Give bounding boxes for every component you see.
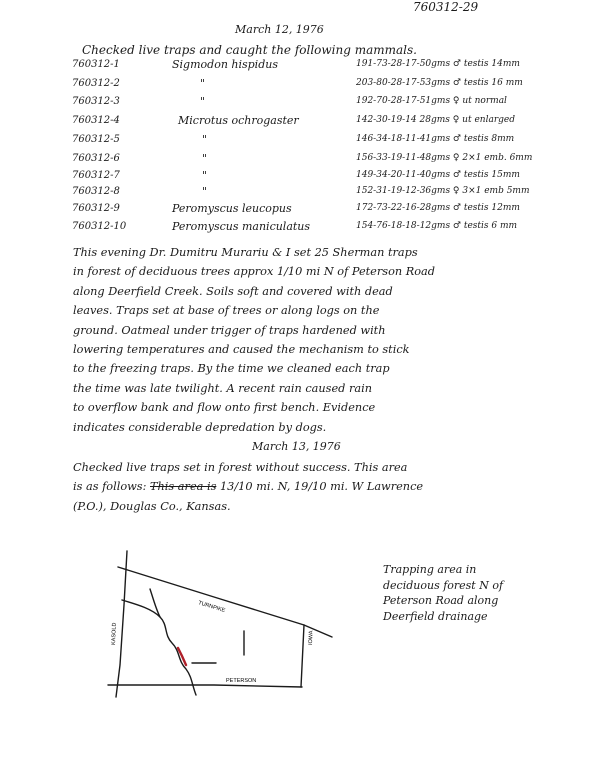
- catalog-number: 760312-5: [72, 134, 120, 145]
- catalog-number: 760312-4: [72, 115, 120, 126]
- peterson-label: PETERSON: [226, 678, 257, 684]
- field-notes-paragraph: [73, 243, 513, 437]
- map-caption: [383, 562, 503, 624]
- entry-date: March 12, 1976: [235, 23, 324, 36]
- caption-line: Deerfield drainage: [383, 609, 488, 623]
- catalog-number: 760312-8: [72, 186, 120, 197]
- peterson-road: [108, 685, 302, 687]
- species-name: Peromyscus maniculatus: [172, 220, 311, 233]
- specimen-row: [72, 115, 592, 131]
- paragraph-line: to overflow bank and flow onto first bench. Evidence: [73, 401, 376, 415]
- catalog-number: 760312-9: [72, 203, 120, 214]
- catalog-number: 760312-3: [72, 96, 120, 107]
- specimen-row: [72, 203, 592, 219]
- specimen-row: [72, 134, 592, 150]
- line-start: is as follows:: [73, 480, 150, 494]
- measurements: 142-30-19-14 28gms ♀ ut enlarged: [356, 115, 515, 125]
- trapping-area-map: [94, 545, 344, 715]
- catalog-number: 760312-10: [72, 221, 127, 232]
- measurements: 191-73-28-17-50gms ♂ testis 14mm: [356, 59, 520, 69]
- specimen-row: [72, 59, 592, 75]
- turnpike-label: TURNPIKE: [197, 600, 226, 615]
- species-name: ": [202, 133, 208, 146]
- measurements: 156-33-19-11-48gms ♀ 2×1 emb. 6mm: [356, 153, 533, 163]
- measurements: 149-34-20-11-40gms ♂ testis 15mm: [356, 170, 520, 180]
- measurements: 192-70-28-17-51gms ♀ ut normal: [356, 96, 507, 106]
- species-name: Sigmodon hispidus: [172, 58, 278, 71]
- entry-date-2: March 13, 1976: [252, 440, 341, 453]
- paragraph-line: to the freezing traps. By the time we cleaned each trap: [73, 362, 390, 376]
- species-name: ": [200, 95, 206, 108]
- paragraph-line: This evening Dr. Dumitru Murariu & I set 25 Sherman traps: [73, 246, 418, 259]
- species-name: ": [202, 169, 208, 182]
- caption-line: deciduous forest N of: [383, 578, 504, 592]
- iowa-road: [301, 625, 304, 687]
- measurements: 172-73-22-16-28gms ♂ testis 12mm: [356, 203, 520, 213]
- paragraph-line: the time was late twilight. A recent rain caused rain: [73, 381, 373, 395]
- paragraph-line: along Deerfield Creek. Soils soft and covered with dead: [73, 284, 393, 298]
- species-name: ": [202, 152, 208, 165]
- species-name: Peromyscus leucopus: [172, 202, 292, 215]
- specimen-row: [72, 78, 592, 94]
- entry-intro: Checked live traps and caught the following mammals.: [82, 43, 417, 57]
- locality-paragraph: [73, 458, 513, 516]
- paragraph-line: Checked live traps set in forest without success. This area: [73, 461, 408, 474]
- measurements: 146-34-18-11-41gms ♂ testis 8mm: [356, 134, 515, 144]
- measurements: 203-80-28-17-53gms ♂ testis 16 mm: [356, 78, 523, 88]
- line-end: 13/10 mi. N, 19/10 mi. W Lawrence: [216, 480, 424, 494]
- specimen-row: [72, 170, 592, 186]
- specimen-row: [72, 186, 592, 202]
- paragraph-line: indicates considerable depredation by dogs.: [73, 420, 327, 434]
- catalog-number: 760312-1: [72, 59, 120, 70]
- species-name: ": [202, 185, 208, 198]
- specimen-row: [72, 96, 592, 112]
- kasold-label: KASOLD: [111, 622, 118, 646]
- page-number: 760312-29: [413, 0, 479, 14]
- struck-text: This area is: [150, 480, 217, 494]
- caption-line: Trapping area in: [383, 563, 477, 576]
- catalog-number: 760312-2: [72, 78, 120, 89]
- catalog-number: 760312-7: [72, 170, 120, 181]
- paragraph-line: leaves. Traps set at base of trees or along logs on the: [73, 304, 380, 318]
- species-name: ": [200, 77, 206, 90]
- iowa-label: IOWA: [308, 630, 315, 646]
- specimen-row: [72, 153, 592, 169]
- paragraph-line: lowering temperatures and caused the mechanism to stick: [73, 343, 410, 357]
- measurements: 154-76-18-18-12gms ♂ testis 6 mm: [356, 221, 518, 231]
- species-name: Microtus ochrogaster: [178, 114, 299, 127]
- turnpike-road: [118, 567, 332, 637]
- paragraph-line: ground. Oatmeal under trigger of traps hardened with: [73, 323, 386, 337]
- caption-line: Peterson Road along: [383, 594, 499, 607]
- paragraph-line: in forest of deciduous trees approx 1/10 mi N of Peterson Road: [73, 265, 436, 279]
- measurements: 152-31-19-12-36gms ♀ 3×1 emb 5mm: [356, 186, 530, 196]
- catalog-number: 760312-6: [72, 153, 120, 164]
- paragraph-line: (P.O.), Douglas Co., Kansas.: [73, 499, 231, 513]
- paragraph-line: [73, 477, 513, 496]
- specimen-row: [72, 221, 592, 237]
